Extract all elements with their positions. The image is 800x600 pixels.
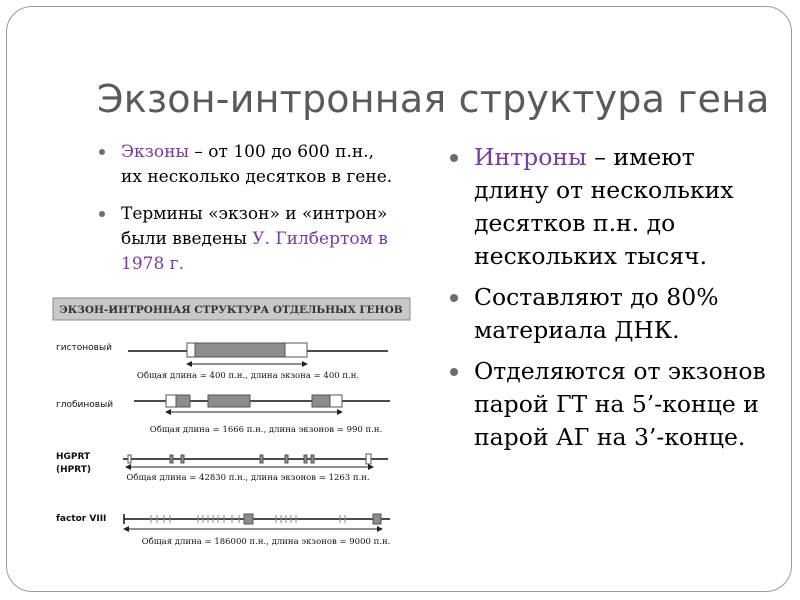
exon-coding — [373, 514, 381, 524]
gene-label-histone: гистоновый — [56, 343, 112, 353]
gene-label-factor-viii: factor VIII — [56, 514, 107, 524]
exon-coding — [195, 343, 285, 357]
right-bullet-list — [450, 141, 770, 462]
accent-term: Экзоны — [121, 142, 189, 162]
figure-header: ЭКЗОН-ИНТРОННАЯ СТРУКТУРА ОТДЕЛЬНЫХ ГЕНОВ — [59, 304, 403, 316]
exon-mark — [366, 454, 371, 464]
exon-mark — [128, 455, 131, 463]
exon-coding — [312, 395, 330, 407]
exon-mark — [181, 455, 184, 463]
bullet-text: Составляют до 80% материала ДНК. — [474, 283, 719, 344]
list-item — [99, 202, 399, 277]
gene-label-hgprt: HGPRT — [56, 452, 91, 462]
list-item — [99, 140, 399, 190]
exon-mark — [304, 455, 307, 463]
gene-caption: Общая длина = 400 п.н., длина экзона = 400 п.н. — [136, 371, 360, 381]
accent-term: У. Гилбертом в 1978 г. — [121, 229, 388, 274]
list-item — [450, 281, 770, 347]
exon-mark — [311, 455, 314, 463]
gene-structure-figure — [48, 296, 428, 552]
page-title: Экзон-интронная структура гена — [97, 77, 770, 121]
list-item — [450, 141, 770, 273]
gene-caption: Общая длина = 42830 п.н., длина экзонов = 1263 п.н. — [126, 473, 370, 483]
exon-mark — [260, 455, 263, 463]
exon-mark — [170, 455, 173, 463]
exon-mark — [285, 455, 288, 463]
accent-term: Интроны — [474, 143, 587, 171]
exon-coding — [208, 395, 250, 407]
gene-label-hprt: (HPRT) — [56, 465, 92, 475]
bullet-text: Отделяются от экзонов парой ГТ на 5’-конце и парой АГ на 3’-конце. — [474, 357, 766, 451]
gene-caption: Общая длина = 186000 п.н., длина экзонов = 9000 п.н. — [141, 537, 391, 547]
left-bullet-list — [99, 140, 399, 289]
gene-label-globin: глобиновый — [56, 400, 114, 410]
exon-coding — [244, 514, 253, 524]
exon-coding — [176, 395, 190, 407]
list-item — [450, 355, 770, 454]
gene-structure-diagram — [48, 296, 428, 552]
gene-caption: Общая длина = 1666 п.н., длина экзонов = 990 п.н. — [149, 425, 383, 435]
bullet-text: – от 100 до 600 п.н., их несколько десятков в гене. — [121, 142, 393, 187]
bullet-text: Термины «экзон» и «интрон» были введены — [121, 204, 388, 249]
bullet-text: – имеют длину от нескольких десятков п.н. до нескольких тысяч. — [474, 143, 734, 270]
